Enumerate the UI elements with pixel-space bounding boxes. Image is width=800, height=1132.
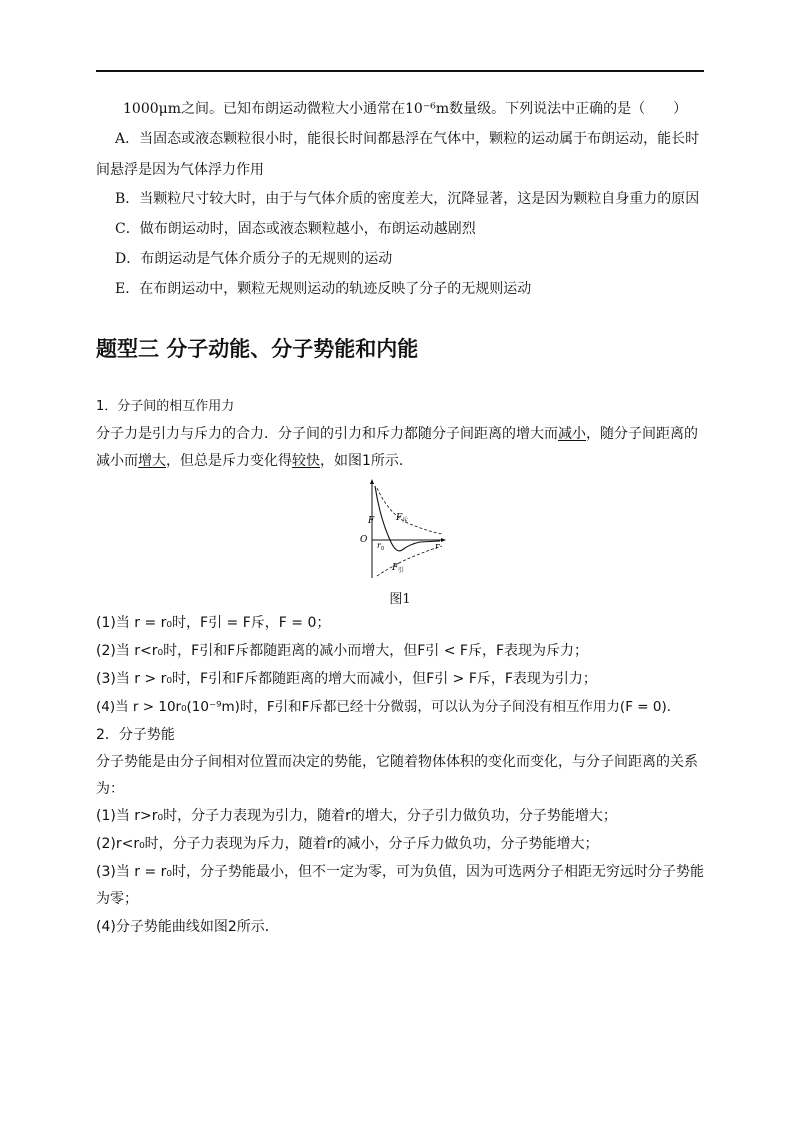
- part2-intro-line2: 为：: [96, 781, 124, 797]
- part1-keyword-increase: 增大: [138, 453, 166, 469]
- option-b: B．当颗粒尺寸较大时，由于与气体介质的密度差大，沉降显著，这是因为颗粒自身重力的原因: [115, 191, 700, 207]
- part1-intro-e: ，如图1所示．: [320, 453, 413, 469]
- part1-item-2: (2)当 r<r₀时，F引和F斥都随距离的减小而增大，但F引 < F斥，F表现为斥力；: [96, 643, 589, 659]
- option-c: C．做布朗运动时，固态或液态颗粒越小，布朗运动越剧烈: [115, 221, 476, 237]
- part1-intro-line2: [96, 452, 413, 470]
- section-title: 题型三 分子动能、分子势能和内能: [96, 337, 419, 361]
- option-d: D．布朗运动是气体介质分子的无规则的运动: [115, 251, 393, 267]
- part1-item-1: (1)当 r = r₀时，F引 = F斥，F = 0；: [96, 615, 331, 631]
- part1-intro-c: 减小而: [96, 453, 138, 469]
- fig-label-r0: r: [377, 541, 381, 550]
- part2-heading: 2．分子势能: [96, 727, 175, 743]
- part2-item-3: (3)当 r = r₀时，分子势能最小，但不一定为零，可为负值，因为可选两分子相距无穷远时分子势能: [96, 864, 705, 880]
- part2-item-3-cont: 为零；: [96, 891, 138, 907]
- part1-intro-line1: [96, 425, 698, 443]
- part1-intro-d: ，但总是斥力变化得: [166, 453, 292, 469]
- header-rule: [96, 70, 704, 72]
- figure-1-caption: 图1: [389, 592, 411, 607]
- fig-label-fatt-sub: 引: [398, 567, 405, 574]
- part1-keyword-faster: 较快: [292, 453, 320, 469]
- part1-item-4: (4)当 r > 10r₀(10⁻⁹m)时，F引和F斥都已经十分微弱，可以认为分子间没有相互作用力(F = 0)．: [96, 699, 681, 715]
- part1-intro-b: ，随分子间距离的: [586, 426, 698, 442]
- part2-item-2: (2)r<r₀时，分子力表现为斥力，随着r的减小，分子斥力做负功，分子势能增大；: [96, 836, 599, 852]
- fig-label-fatt: F: [392, 563, 399, 573]
- fig-label-origin: O: [360, 535, 368, 545]
- fig-label-f: F: [368, 516, 375, 526]
- part1-keyword-decrease: 减小: [558, 426, 586, 442]
- figure-1-force-curve: [350, 478, 450, 582]
- fig-label-frep-sub: 斥: [402, 517, 409, 524]
- part1-intro-a: 分子力是引力与斥力的合力．分子间的引力和斥力都随分子间距离的增大而: [96, 426, 558, 442]
- part2-intro-line1: 分子势能是由分子间相对位置而决定的势能，它随着物体体积的变化而变化，与分子间距离的关系: [96, 754, 698, 770]
- fig-label-frep: F: [396, 513, 403, 523]
- option-e: E．在布朗运动中，颗粒无规则运动的轨迹反映了分子的无规则运动: [115, 281, 532, 297]
- part1-heading: 1．分子间的相互作用力: [96, 399, 235, 414]
- option-a-line2: 间悬浮是因为气体浮力作用: [96, 162, 264, 178]
- fig-label-r0-sub: 0: [381, 546, 385, 552]
- part2-item-4: (4)分子势能曲线如图2所示．: [96, 919, 279, 935]
- part2-item-1: (1)当 r>r₀时，分子力表现为引力，随着r的增大，分子引力做负功，分子势能增大；: [96, 808, 617, 824]
- fig-label-r: r: [435, 542, 440, 552]
- option-a-line1: A．当固态或液态颗粒很小时，能很长时间都悬浮在气体中，颗粒的运动属于布朗运动，能长时: [115, 131, 700, 147]
- part1-item-3: (3)当 r > r₀时，F引和F斥都随距离的增大而减小，但F引 > F斥，F表现为引力；: [96, 671, 597, 687]
- question-stem: 1000μm之间。已知布朗运动微粒大小通常在10⁻⁶m数量级。下列说法中正确的是（ ）: [123, 101, 688, 117]
